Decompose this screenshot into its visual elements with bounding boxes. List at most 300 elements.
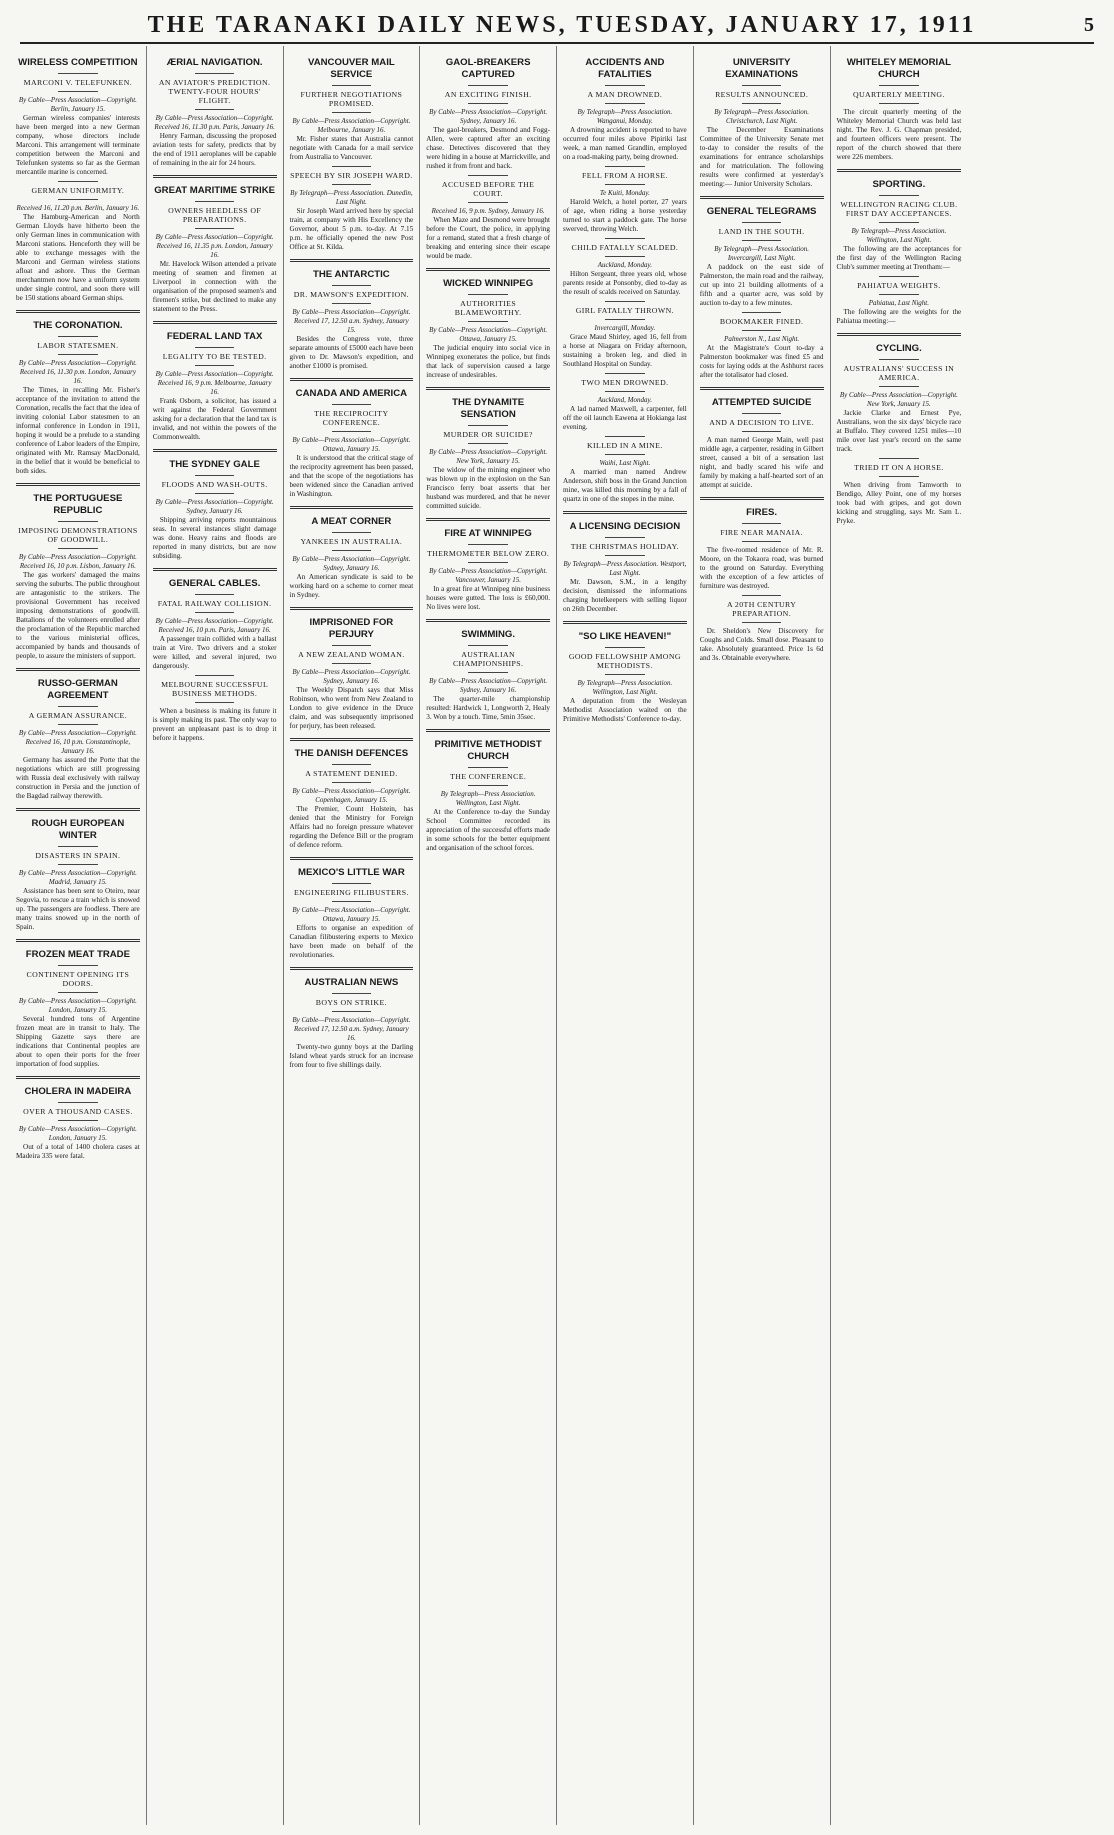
short-rule — [195, 347, 235, 348]
article-body: Efforts to organise an expedition of Canadian filibustering experts to Mexico have been made on behalf of the revolutionaries. — [289, 924, 414, 959]
article-headline: CANADA AND AMERICA — [295, 388, 408, 399]
short-rule — [468, 321, 508, 322]
article — [837, 333, 962, 454]
article-dateline: By Cable—Press Association—Copyright. Ottawa, January 15. — [292, 436, 411, 453]
article-body: Harold Welch, a hotel porter, 27 years of age, when riding a horse yesterday turned to start a paddock gate. The horse swerved, throwing Welch. — [563, 198, 687, 233]
column-3 — [284, 46, 421, 1825]
column-6 — [694, 46, 831, 1825]
article-dateline: By Cable—Press Association—Copyright. New York, January 15. — [429, 448, 548, 465]
article-body: The five-roomed residence of Mr. R. Moore, on the Tokaora road, was burned to the ground on Saturday. Everything with the exception of a few articles of furniture was destroyed. — [699, 546, 824, 590]
short-rule — [605, 103, 645, 104]
article-divider — [563, 621, 687, 624]
article-dateline: Auckland, Monday. — [597, 261, 652, 269]
article — [700, 497, 824, 591]
article-divider — [153, 568, 277, 571]
short-rule — [195, 612, 235, 613]
article-dateline: By Cable—Press Association—Copyright. Ottawa, January 15. — [429, 326, 548, 343]
article-subheading: THE CHRISTMAS HOLIDAY. — [570, 542, 679, 551]
article — [426, 518, 550, 612]
article-body: It is understood that the critical stage of the reciprocity agreement has been passed, and that the scope of the negotiations has been widened since the Canadian arrived in Washington. — [289, 454, 414, 498]
short-rule — [195, 73, 235, 74]
short-rule — [468, 443, 508, 444]
article-body: A man named George Main, well past middle age, a carpenter, residing in Gilbert street, caused a bit of a sensation last night, and badly scared his wife and family by making a half-hearted sort of an attempt at suicide. — [699, 436, 824, 489]
article-dateline: Auckland, Monday. — [597, 396, 652, 404]
article-body: An American syndicate is said to be working hard on a scheme to corner meat in Sydney. — [289, 573, 414, 599]
article — [153, 57, 277, 168]
article-dateline: By Cable—Press Association—Copyright. London, January 15. — [18, 997, 137, 1014]
article-subheading: FELL FROM A HORSE. — [581, 171, 668, 180]
article-headline: MEXICO'S LITTLE WAR — [298, 867, 405, 878]
article — [563, 301, 687, 369]
article-headline: UNIVERSITY EXAMINATIONS — [725, 57, 799, 80]
article — [700, 196, 824, 308]
article-dateline: By Telegraph—Press Association. Wellington, Last Night. — [440, 790, 536, 807]
short-rule — [332, 285, 372, 286]
article-dateline: By Cable—Press Association—Copyright. Sydney, January 16. — [292, 555, 411, 572]
article-headline: THE SYDNEY GALE — [169, 459, 260, 470]
article-subheading: A STATEMENT DENIED. — [305, 769, 398, 778]
article-dateline: By Cable—Press Association—Copyright. Berlin, January 15. — [18, 96, 137, 113]
article — [16, 181, 140, 303]
short-rule — [605, 184, 645, 185]
article-subheading: FURTHER NEGOTIATIONS PROMISED. — [300, 90, 403, 108]
article-dateline: By Cable—Press Association—Copyright. Sydney, January 16. — [155, 498, 274, 515]
short-rule — [332, 782, 372, 783]
article-headline: THE ANTARCTIC — [313, 269, 390, 280]
short-rule — [879, 359, 919, 360]
short-rule — [468, 103, 508, 104]
short-rule — [742, 622, 782, 623]
article — [426, 387, 550, 511]
article-dateline: By Cable—Press Association—Copyright. Melbourne, January 16. — [292, 117, 411, 134]
short-rule — [468, 175, 508, 176]
article — [563, 373, 687, 432]
article-subheading: A NEW ZEALAND WOMAN. — [298, 650, 405, 659]
short-rule — [332, 1011, 372, 1012]
article-subheading: CONTINENT OPENING ITS DOORS. — [26, 970, 130, 988]
article-subheading: YANKEES IN AUSTRALIA. — [300, 537, 403, 546]
short-rule — [468, 672, 508, 673]
article-headline: THE PORTUGUESE REPUBLIC — [33, 493, 123, 516]
article-subheading: AUSTRALIAN CHAMPIONSHIPS. — [452, 650, 524, 668]
article-subheading: BOOKMAKER FINED. — [719, 317, 804, 326]
article-body: A deputation from the Wesleyan Methodist Association waited on the Primitive Methodists' Conference to-day. — [563, 697, 687, 723]
article-headline: ROUGH EUROPEAN WINTER — [31, 818, 125, 841]
short-rule — [58, 354, 98, 355]
short-rule — [195, 475, 235, 476]
article-body: The widow of the mining engineer who was blown up in the explosion on the San Francisco ferry boat asserts that her husband was murdered, and that he never committed suicide. — [426, 466, 550, 510]
article — [426, 57, 550, 171]
article-headline: AUSTRALIAN NEWS — [304, 977, 399, 988]
article — [153, 321, 277, 442]
article-body: The Weekly Dispatch says that Miss Robinson, who went from New Zealand to London to give evidence in the Druce claim, and was subsequently imprisoned for perjury, has been released. — [289, 686, 414, 730]
short-rule — [468, 85, 508, 86]
short-rule — [742, 103, 782, 104]
article — [563, 57, 687, 162]
short-rule — [605, 674, 645, 675]
article-dateline: Received 16, 9 p.m. Sydney, January 16. — [431, 207, 545, 215]
article-subheading: LEGALITY TO BE TESTED. — [162, 352, 267, 361]
article-body: Out of a total of 1400 cholera cases at Madeira 335 were fatal. — [16, 1143, 140, 1160]
short-rule — [605, 391, 645, 392]
article — [837, 276, 962, 326]
article-divider — [290, 259, 414, 262]
short-rule — [58, 724, 98, 725]
article-dateline: By Telegraph—Press Association. Wanganui, Monday. — [577, 108, 673, 125]
article-subheading: AN EXCITING FINISH. — [444, 90, 532, 99]
article-dateline: By Cable—Press Association—Copyright. Received 16, 10 p.m. Paris, January 16. — [155, 617, 274, 634]
article-headline: WIRELESS COMPETITION — [18, 57, 138, 68]
article — [700, 595, 824, 663]
article-body: Frank Osborn, a solicitor, has issued a writ against the Federal Government asking for a declaration that the land tax is invalid, and not within the powers of the Commonwealth. — [152, 397, 277, 441]
masthead — [20, 8, 1094, 44]
article — [837, 169, 962, 272]
article-body: A passenger train collided with a ballast train at Vire. Two drivers and a stoker were killed, and several injured, two dangerously. — [152, 635, 277, 670]
article-headline: GREAT MARITIME STRIKE — [154, 185, 276, 196]
article — [16, 808, 140, 932]
short-rule — [195, 594, 235, 595]
article-body: Besides the Congress vote, three separate amounts of £5000 each have been given to Dr. Mawson's expedition, and another £1000 is promised. — [289, 335, 414, 370]
article — [563, 511, 687, 614]
short-rule — [195, 675, 235, 676]
article-headline: FROZEN MEAT TRADE — [25, 949, 131, 960]
column-2 — [147, 46, 284, 1825]
article-dateline: Pahiatua, Last Night. — [868, 299, 930, 307]
article-body: Dr. Sheldon's New Discovery for Coughs and Colds. Small dose. Pleasant to take. Absolutely guaranteed. Price 1s 6d and 3s. Obtainable everywhere. — [699, 627, 824, 662]
article-headline: WICKED WINNIPEG — [443, 278, 534, 289]
article-dateline: By Cable—Press Association—Copyright. Received 17, 12.50 a.m. Sydney, January 16. — [292, 1016, 411, 1042]
article-headline: FIRE AT WINNIPEG — [444, 528, 532, 539]
article-subheading: MARCONI V. TELEFUNKEN. — [23, 78, 133, 87]
short-rule — [742, 222, 782, 223]
article — [700, 312, 824, 380]
article — [837, 458, 962, 526]
short-rule — [58, 521, 98, 522]
article-dateline: By Cable—Press Association—Copyright. Sydney, January 16. — [292, 668, 411, 685]
short-rule — [58, 73, 98, 74]
article-dateline: By Cable—Press Association—Copyright. Received 16, 11.35 p.m. London, January 16. — [155, 233, 274, 259]
article-body: A married man named Andrew Anderson, shift boss in the Grand Junction mine, was killed this morning by a fall of quartz in one of the stopes in the mine. — [563, 468, 687, 503]
article-subheading: OVER A THOUSAND CASES. — [23, 1107, 133, 1116]
article-body: The December Examinations Committee of the University Senate met to-day to consider the results of the examinations for entrance scholarships and for matriculation. The following results were confirmed at yesterday's meeting:— Junior University Scholars. — [699, 126, 824, 188]
short-rule — [332, 764, 372, 765]
article-divider — [700, 387, 824, 390]
article-subheading: THERMOMETER BELOW ZERO. — [426, 549, 550, 558]
short-rule — [58, 91, 98, 92]
article-divider — [700, 497, 824, 500]
short-rule — [332, 901, 372, 902]
article-headline: A LICENSING DECISION — [569, 521, 681, 532]
article-body: At the Conference to-day the Sunday School Committee recorded its appreciation of the successful efforts made in some schools for the better equipment and organisation of the school forces. — [426, 808, 550, 852]
article — [563, 238, 687, 297]
short-rule — [879, 103, 919, 104]
article-body: The Hamburg-American and North German Lloyds have hitherto been the only German lines in communication with Marconi stations. Henceforth they will be able to exchange messages with the Marconi and German wireless stations afloat and ashore. Thus the German merchantmen now have a uniform system under single control, and soon there will be 150 stations aboard German ships. — [16, 213, 140, 302]
article-subheading: AN AVIATOR'S PREDICTION. TWENTY-FOUR HOURS' FLIGHT. — [158, 78, 271, 105]
short-rule — [605, 373, 645, 374]
short-rule — [605, 85, 645, 86]
article — [426, 619, 550, 722]
article-body: German wireless companies' interests have been merged into a new German company, whose directors include Marconi. This arrangement will terminate competition between the Marconi and Telefunken systems so far as the German mercantile marine is concerned. — [16, 114, 140, 176]
article-dateline: By Telegraph—Press Association. Christchurch, Last Night. — [714, 108, 810, 125]
article-subheading: TWO MEN DROWNED. — [581, 378, 669, 387]
article-body: Germany has assured the Porte that the negotiations which are still progressing with Russia deal exclusively with railway construction in Persia and the junction of the Bagdad railway therewith. — [16, 756, 140, 800]
short-rule — [742, 523, 782, 524]
short-rule — [332, 645, 372, 646]
article-dateline: By Cable—Press Association—Copyright. Received 16, 9 p.m. Melbourne, January 16. — [155, 370, 274, 396]
article-dateline: Invercargill, Monday. — [594, 324, 656, 332]
article-headline: VANCOUVER MAIL SERVICE — [308, 57, 395, 80]
article-divider — [16, 939, 140, 942]
article-headline: GAOL-BREAKERS CAPTURED — [445, 57, 531, 80]
article — [700, 57, 824, 189]
article-headline: CYCLING. — [875, 343, 922, 354]
article-dateline: By Telegraph—Press Association. Westport, Last Night. — [563, 560, 687, 577]
article-subheading: SPEECH BY SIR JOSEPH WARD. — [290, 171, 413, 180]
short-rule — [58, 1102, 98, 1103]
article-headline: SPORTING. — [872, 179, 926, 190]
short-rule — [58, 846, 98, 847]
short-rule — [879, 294, 919, 295]
article-body: The gaol-breakers, Desmond and Fogg-Allen, were captured after an exciting chase. Detectives discovered that they were hiding in a house at Marrickville, and rushed it from front and back. — [426, 126, 550, 170]
article-headline: ATTEMPTED SUICIDE — [711, 397, 812, 408]
article-dateline: By Cable—Press Association—Copyright. Sydney, January 16. — [429, 677, 548, 694]
short-rule — [742, 240, 782, 241]
short-rule — [58, 548, 98, 549]
article-dateline: By Cable—Press Association—Copyright. Ottawa, January 15. — [292, 906, 411, 923]
article-dateline: By Cable—Press Association—Copyright. New York, January 15. — [839, 391, 958, 408]
article-body: The following are the weights for the Pahiatua meeting:— — [836, 308, 962, 325]
short-rule — [468, 294, 508, 295]
article — [16, 57, 140, 177]
article-divider — [290, 857, 414, 860]
article-subheading: AUSTRALIANS' SUCCESS IN AMERICA. — [843, 364, 955, 382]
article-subheading: GERMAN UNIFORMITY. — [31, 186, 125, 195]
article-subheading: LAND IN THE SOUTH. — [718, 227, 805, 236]
article-divider — [16, 668, 140, 671]
column-4 — [420, 46, 557, 1825]
article-body: The following are the acceptances for the first day of the Wellington Racing Club's summer meeting at Trentham:— — [836, 245, 962, 271]
article-body: Mr. Dawson, S.M., in a lengthy decision, dismissed the informations charging hotelkeepers with selling liquor on 26th December. — [563, 578, 687, 613]
short-rule — [468, 544, 508, 545]
short-rule — [332, 85, 372, 86]
article-dateline: Received 16, 11.20 p.m. Berlin, January 16. — [16, 204, 140, 212]
short-rule — [605, 319, 645, 320]
short-rule — [879, 386, 919, 387]
short-rule — [58, 864, 98, 865]
article — [426, 268, 550, 380]
article-subheading: QUARTERLY MEETING. — [852, 90, 945, 99]
article-divider — [290, 738, 414, 741]
article-body: Mr. Havelock Wilson attended a private meeting of seamen and firemen at Liverpool in connection with the organisation of the proposed seamen's and firemen's strike, but declined to make any statement to the Press. — [152, 260, 277, 313]
article-divider — [837, 333, 962, 336]
short-rule — [468, 425, 508, 426]
short-rule — [58, 965, 98, 966]
short-rule — [332, 184, 372, 185]
short-rule — [605, 301, 645, 302]
article-body: Sir Joseph Ward arrived here by special train, at company with His Excellency the Governor, about 5 p.m. to-day. At 7.15 p.m. he officially opened the new Post Office at St. Kilda. — [289, 207, 414, 251]
article-subheading: IMPOSING DEMONSTRATIONS OF GOODWILL. — [18, 526, 138, 544]
short-rule — [332, 112, 372, 113]
article-subheading: BOYS ON STRIKE. — [315, 998, 387, 1007]
article-subheading: TRIED IT ON A HORSE. — [854, 463, 944, 472]
article-divider — [426, 518, 550, 521]
article — [153, 568, 277, 671]
article-headline: THE CORONATION. — [33, 320, 123, 331]
article — [153, 449, 277, 561]
short-rule — [879, 85, 919, 86]
article-divider — [563, 511, 687, 514]
article-body: At the Magistrate's Court to-day a Palmerston bookmaker was fined £5 and costs for laying odds at the Ashhurst races after the totalisator had closed. — [699, 344, 824, 379]
article-dateline: Waihi, Last Night. — [599, 459, 651, 467]
article — [290, 259, 414, 371]
short-rule — [605, 256, 645, 257]
article — [563, 436, 687, 504]
short-rule — [195, 493, 235, 494]
article — [290, 57, 414, 162]
article-divider — [426, 619, 550, 622]
article-body: Shipping arriving reports mountainous seas. In several instances slight damage was done. Heavy rains and floods are reported in many districts, but are now subsiding. — [152, 516, 277, 560]
short-rule — [468, 562, 508, 563]
article — [290, 607, 414, 731]
short-rule — [332, 303, 372, 304]
article-subheading: AUTHORITIES BLAMEWORTHY. — [454, 299, 522, 317]
short-rule — [879, 458, 919, 459]
article-subheading: KILLED IN A MINE. — [587, 441, 663, 450]
article-subheading: OWNERS HEEDLESS OF PREPARATIONS. — [168, 206, 262, 224]
column-1 — [10, 46, 147, 1825]
article — [837, 57, 962, 162]
article-divider — [153, 449, 277, 452]
article-divider — [700, 196, 824, 199]
short-rule — [332, 166, 372, 167]
article-divider — [16, 310, 140, 313]
article-subheading: PAHIATUA WEIGHTS. — [857, 281, 941, 290]
article-headline: CHOLERA IN MADEIRA — [24, 1086, 132, 1097]
article-subheading: CHILD FATALLY SCALDED. — [571, 243, 679, 252]
short-rule — [332, 883, 372, 884]
article-headline: ÆRIAL NAVIGATION. — [166, 57, 263, 68]
page-number: 5 — [1084, 13, 1094, 36]
short-rule — [879, 195, 919, 196]
article-headline: GENERAL TELEGRAMS — [706, 206, 817, 217]
article-body: When Maze and Desmond were brought before the Court, the police, in applying for a remand, stated that a fresh charge of breaking and entering since their escape would be made. — [426, 216, 550, 260]
article-dateline: By Cable—Press Association—Copyright. Received 16, 11.30 p.m. Paris, January 16. — [154, 114, 275, 131]
article-headline: ACCIDENTS AND FATALITIES — [585, 57, 665, 80]
short-rule — [742, 330, 782, 331]
article — [426, 175, 550, 261]
article-body: The circuit quarterly meeting of the Whiteley Memorial Church was held last night. The Rev. J. G. Chapman presided, and fourteen officers were present. The report of the church showed that there were 226 members. — [836, 108, 962, 161]
article-headline: THE DANISH DEFENCES — [294, 748, 409, 759]
article-dateline: By Cable—Press Association—Copyright. Madrid, January 15. — [18, 869, 137, 886]
article-headline: FIRES. — [746, 507, 778, 518]
masthead-title: THE TARANAKI DAILY NEWS, TUESDAY, JANUARY 17, 1911 — [147, 11, 977, 38]
article-divider — [16, 808, 140, 811]
article-dateline: By Cable—Press Association—Copyright. Received 16, 10 p.m. Lisbon, January 16. — [18, 553, 137, 570]
columns — [10, 46, 1104, 1825]
article-subheading: FLOODS AND WASH-OUTS. — [161, 480, 268, 489]
article — [290, 857, 414, 960]
article — [16, 1076, 140, 1161]
article-body: The Times, in recalling Mr. Fisher's acceptance of the invitation to attend the Coronation, recalls the fact that the idea of inviting colonial Labor statesmen to an informal conference in London in 1911, hoping it would be a prelude to a standing conference of Labor leaders of the Empire, originated with Mr. Ramsay MacDonald, in the belief that it would be beneficial to both sides. — [16, 386, 140, 475]
article-body: A drowning accident is reported to have occurred four miles above Pipiriki last week, a man named Grandlin, employed on a road-making party, being drowned. — [563, 126, 687, 161]
article-dateline: By Cable—Press Association—Copyright. Copenhagen, January 15. — [292, 787, 411, 804]
article-subheading: MURDER OR SUICIDE? — [443, 430, 533, 439]
short-rule — [332, 663, 372, 664]
article-divider — [16, 483, 140, 486]
article-dateline: By Cable—Press Association—Copyright. Received 16, 11.30 p.m. London, January 16. — [18, 359, 137, 385]
article-divider — [426, 268, 550, 271]
article-divider — [290, 607, 414, 610]
article-divider — [153, 175, 277, 178]
article-subheading: LABOR STATESMEN. — [37, 341, 119, 350]
article-subheading: DR. MAWSON'S EXPEDITION. — [293, 290, 409, 299]
article-headline: WHITELEY MEMORIAL CHURCH — [846, 57, 952, 80]
article-body: A paddock on the east side of Palmerston, the main road and the railway, cut up into 21 building allotments of a fifth and a quarter acre, was sold by auction to-day to a few minutes. — [699, 263, 824, 307]
short-rule — [58, 992, 98, 993]
short-rule — [332, 431, 372, 432]
short-rule — [742, 85, 782, 86]
article-subheading: FIRE NEAR MANAIA. — [720, 528, 804, 537]
article-headline: PRIMITIVE METHODIST CHURCH — [434, 739, 542, 762]
article-dateline: By Telegraph—Press Association. Wellington, Last Night. — [577, 679, 673, 696]
short-rule — [742, 431, 782, 432]
short-rule — [332, 993, 372, 994]
short-rule — [195, 365, 235, 366]
short-rule — [58, 706, 98, 707]
article-body: In a great fire at Winnipeg nine business houses were gutted. The loss is £60,000. No lives were lost. — [426, 585, 550, 611]
short-rule — [742, 595, 782, 596]
short-rule — [605, 238, 645, 239]
short-rule — [58, 336, 98, 337]
short-rule — [58, 181, 98, 182]
short-rule — [195, 228, 235, 229]
article-dateline: By Telegraph—Press Association. Wellington, Last Night. — [851, 227, 947, 244]
article-subheading: MELBOURNE SUCCESSFUL BUSINESS METHODS. — [161, 680, 269, 698]
article-subheading: WELLINGTON RACING CLUB. FIRST DAY ACCEPTANCES. — [840, 200, 958, 218]
article-dateline: By Telegraph—Press Association. Dunedin, Last Night. — [290, 189, 413, 206]
article — [153, 175, 277, 314]
short-rule — [58, 1120, 98, 1121]
article — [563, 166, 687, 234]
article-divider — [16, 1076, 140, 1079]
article-body: The Premier, Count Holstein, has denied that the Ministry for Foreign Affairs had no foreign pressure whatever regarding the Defence Bill or the program of defence reform. — [289, 805, 414, 849]
short-rule — [605, 166, 645, 167]
short-rule — [332, 532, 372, 533]
article-divider — [837, 169, 962, 172]
article-divider — [153, 321, 277, 324]
article-headline: "SO LIKE HEAVEN!" — [578, 631, 672, 642]
article — [563, 621, 687, 724]
article — [290, 738, 414, 850]
article-subheading: DISASTERS IN SPAIN. — [35, 851, 121, 860]
article-dateline: By Cable—Press Association—Copyright. Vancouver, January 15. — [429, 567, 548, 584]
article-body: Hilton Sergeant, three years old, whose parents reside at Ponsonby, died to-day as the result of scalds received on Saturday. — [563, 270, 687, 296]
short-rule — [332, 550, 372, 551]
article-body: Grace Maud Shirley, aged 16, fell from a horse at Niagara on Friday afternoon, sustaining a broken leg, and died in Southland Hospital on Sunday. — [563, 333, 687, 368]
short-rule — [468, 767, 508, 768]
article-dateline: By Telegraph—Press Association. Invercargill, Last Night. — [714, 245, 810, 262]
article — [16, 668, 140, 801]
article-body: Jackie Clarke and Ernest Pye, Australians, won the six days' bicycle race at Buffalo. They covered 1251 miles—10 mile over last year's record on the same track. — [836, 409, 962, 453]
article-subheading: GIRL FATALLY THROWN. — [575, 306, 674, 315]
article-headline: A MEAT CORNER — [311, 516, 392, 527]
article — [16, 939, 140, 1069]
article-body: Twenty-two gunny boys at the Darling Island wheat yards struck for an increase from four to five shillings daily. — [289, 1043, 414, 1069]
article-subheading: FATAL RAILWAY COLLISION. — [157, 599, 272, 608]
article — [16, 310, 140, 476]
article-headline: IMPRISONED FOR PERJURY — [309, 617, 394, 640]
article-body: Assistance has been sent to Oteiro, near Segovia, to rescue a train which is snowed up. The passengers are foodless. There are many trains snowed up in the north of Spain. — [16, 887, 140, 931]
